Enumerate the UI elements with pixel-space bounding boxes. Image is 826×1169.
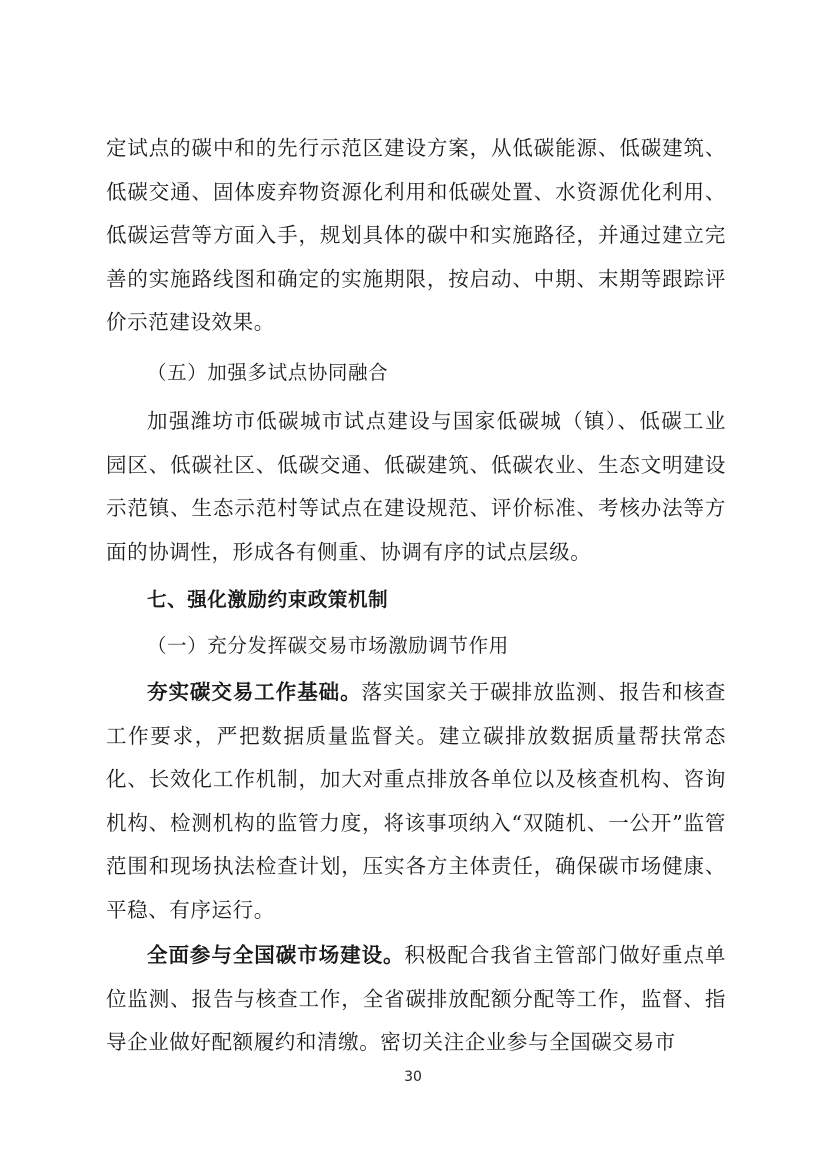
subheading-strengthen-pilot-coordination: （五）加强多试点协同融合	[147, 360, 389, 384]
paragraph-pilot-coordination: 加强潍坊市低碳城市试点建设与国家低碳城（镇）、低碳工业园区、低碳社区、低碳交通、低碳建筑、低碳农业、生态文明建设示范镇、生态示范村等试点在建设规范、评价标准、考核办法等方面的协调性，形成各有侧重、协调有序的试点层级。	[106, 409, 726, 564]
subheading-carbon-market-incentive: （一）充分发挥碳交易市场激励调节作用	[147, 633, 509, 657]
paragraph-lead-carbon-trading-foundation: 夯实碳交易工作基础。	[147, 680, 362, 704]
page-number: 30	[404, 1069, 422, 1085]
paragraph-national-carbon-market	[106, 934, 726, 1065]
paragraph-lead-national-carbon-market: 全面参与全国碳市场建设。	[147, 943, 405, 967]
paragraph-body-carbon-trading-foundation: 落实国家关于碳排放监测、报告和核查工作要求，严把数据质量监督关。建立碳排放数据质量帮扶常态化、长效化工作机制，加大对重点排放各单位以及核查机构、咨询机构、检测机构的监管力度，将该事项纳入“双随机、一公开”监管范围和现场执法检查计划，压实各方主体责任，确保碳市场健康、平稳、有序运行。	[106, 680, 726, 922]
section-heading-incentive-mechanism: 七、强化激励约束政策机制	[147, 588, 389, 611]
paragraph-carbon-trading-foundation	[106, 671, 726, 932]
paragraph-body-national-carbon-market: 积极配合我省主管部门做好重点单位监测、报告与核查工作，全省碳排放配额分配等工作，监督、指导企业做好配额履约和清缴。密切关注企业参与全国碳交易市	[106, 943, 727, 1054]
paragraph-continued: 定试点的碳中和的先行示范区建设方案，从低碳能源、低碳建筑、低碳交通、固体废弃物资源化利用和低碳处置、水资源优化利用、低碳运营等方面入手，规划具体的碳中和实施路径，并通过建立完善的实施路线图和确定的实施期限，按启动、中期、末期等跟踪评价示范建设效果。	[106, 136, 726, 334]
body-text	[106, 127, 726, 1065]
